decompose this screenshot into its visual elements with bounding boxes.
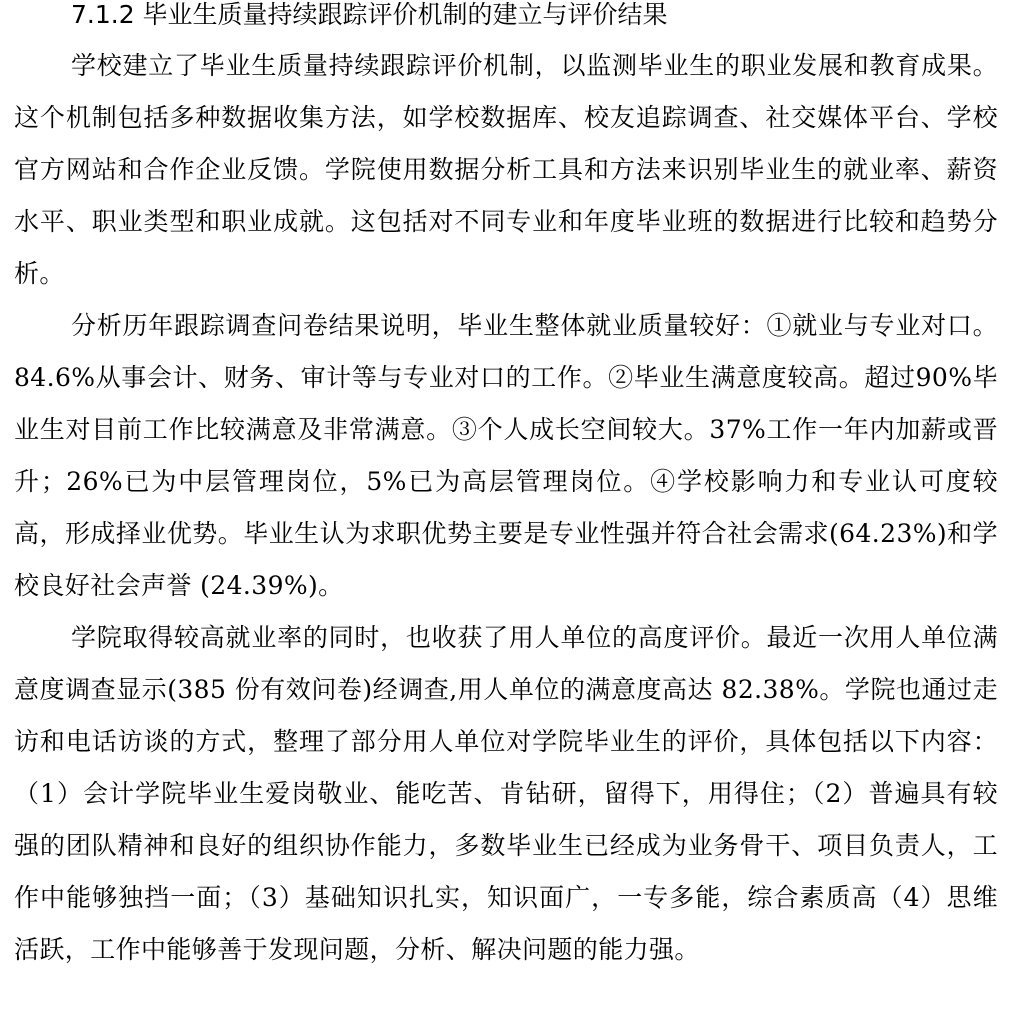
paragraph-employer-evaluation: 学院取得较高就业率的同时，也收获了用人单位的高度评价。最近一次用人单位满意度调查显示(385 份有效问卷)经调查,用人单位的满意度高达 82.38%。学院也通过走访和电话访谈的方式，整理了部分用人单位对学院毕业生的评价，具体包括以下内容：（1）会计学院毕业生爱岗敬业、能吃苦、肯钻研，留得下，用得住；（2）普遍具有较强的团队精神和良好的组织协作能力，多数毕业生已经成为业务骨干、项目负责人，工作中能够独挡一面；（3）基础知识扎实，知识面广，一专多能，综合素质高（4）思维活跃，工作中能够善于发现问题，分析、解决问题的能力强。 [14,623,998,964]
document-page [14,0,998,976]
section-heading: 7.1.2 毕业生质量持续跟踪评价机制的建立与评价结果 [71,0,668,29]
paragraph-survey-results: 分析历年跟踪调查问卷结果说明，毕业生整体就业质量较好：①就业与专业对口。84.6%从事会计、财务、审计等与专业对口的工作。②毕业生满意度较高。超过90%毕业生对目前工作比较满意及非常满意。③个人成长空间较大。37%工作一年内加薪或晋升；26%已为中层管理岗位，5%已为高层管理岗位。④学校影响力和专业认可度较高，形成择业优势。毕业生认为求职优势主要是专业性强并符合社会需求(64.23%)和学校良好社会声誉 (24.39%)。 [14,311,998,600]
paragraph-tracking-mechanism: 学校建立了毕业生质量持续跟踪评价机制，以监测毕业生的职业发展和教育成果。这个机制包括多种数据收集方法，如学校数据库、校友追踪调查、社交媒体平台、学校官方网站和合作企业反馈。学院使用数据分析工具和方法来识别毕业生的就业率、薪资水平、职业类型和职业成就。这包括对不同专业和年度毕业班的数据进行比较和趋势分析。 [14,51,998,288]
